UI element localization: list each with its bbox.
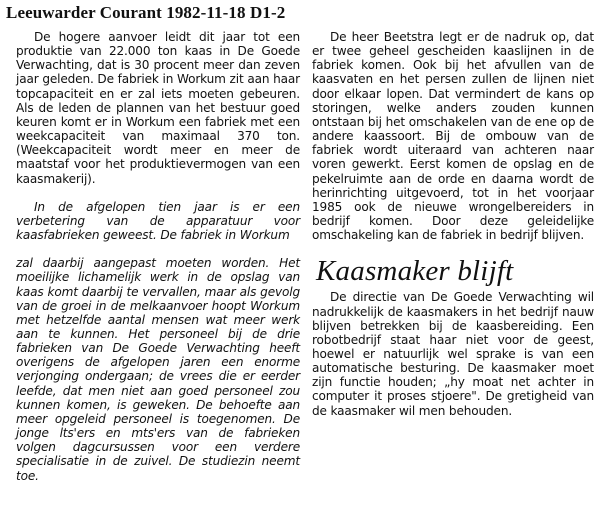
article-subheading: Kaasmaker blijft bbox=[316, 255, 514, 288]
article-column-right bbox=[312, 30, 594, 418]
article-paragraph-italic: In de afgelopen tien jaar is er een verbetering van de apparatuur voor kaasfabrieken geweest. De fabriek in Workum bbox=[16, 199, 300, 243]
article-column-left bbox=[16, 30, 300, 483]
article-paragraph: De heer Beetstra legt er de nadruk op, dat er twee geheel gescheiden kaaslijnen in de fabriek komen. Ook bij het afvullen van de kaasvaten en het persen zullen de lijnen niet door elkaar lopen. Dat vermindert de kans op storingen, welke anders zouden kunnen ontstaan bij het omschakelen van de ene op de andere kaassoort. Bij de ombouw van de fabriek wordt uiteraard van achteren naar voren gewerkt. Eerst komen de opslag en de pekelruimte aan de orde en daarna wordt de herinrichting uitgevoerd, tot in het voorjaar 1985 ook de nieuwe wrongelbereiders in bedrijf komen. Door deze geleidelijke omschakeling kan de fabriek in bedrijf blijven. bbox=[312, 30, 594, 243]
newspaper-source-header: Leeuwarder Courant 1982-11-18 D1-2 bbox=[6, 3, 286, 22]
article-paragraph-italic: zal daarbij aangepast moeten worden. Het moeilijke lichamelijk werk in de opslag van kaas komt daarbij te vervallen, maar als gevolg van de groei in de melkaanvoer hoopt Workum met hetzelfde aantal mensen wat meer werk aan te kunnen. Het personeel bij de drie fabrieken van De Goede Verwachting heeft overigens de afgelopen jaren een enorme verjonging ondergaan; de vrees die er eerder leefde, dat men niet aan goed personeel zou kunnen komen, is geweken. De behoefte aan meer opgeleid personeel is toegenomen. De jonge lts'ers en mts'ers van de fabrieken volgen dagcursussen voor een verdere specialisatie in de zuivel. De studiezin neemt toe. bbox=[16, 256, 300, 483]
article-paragraph: De hogere aanvoer leidt dit jaar tot een produktie van 22.000 ton kaas in De Goede Verwachting, dat is 30 procent meer dan zeven jaar geleden. De fabriek in Workum zit aan haar topcapaciteit en er zal iets moeten gebeuren. Als de leden de plannen van het bestuur goed keuren komt er in Workum een fabriek met een weekcapaciteit van maximaal 370 ton. (Weekcapaciteit wordt meer en meer de maatstaf voor het produktievermogen van een kaasmakerij). bbox=[16, 30, 300, 186]
article-paragraph: De directie van De Goede Verwachting wil nadrukkelijk de kaasmakers in het bedrijf nauw blijven betrekken bij de kaasbereiding. Een robotbedrijf staat haar niet voor de geest, hoewel er natuurlijk wel sprake is van een automatische besturing. De kaasmaker moet zijn functie houden; „hy moat net achter in computer it proses stjoere". De gretigheid van de kaasmaker wil men behouden. bbox=[312, 290, 594, 418]
